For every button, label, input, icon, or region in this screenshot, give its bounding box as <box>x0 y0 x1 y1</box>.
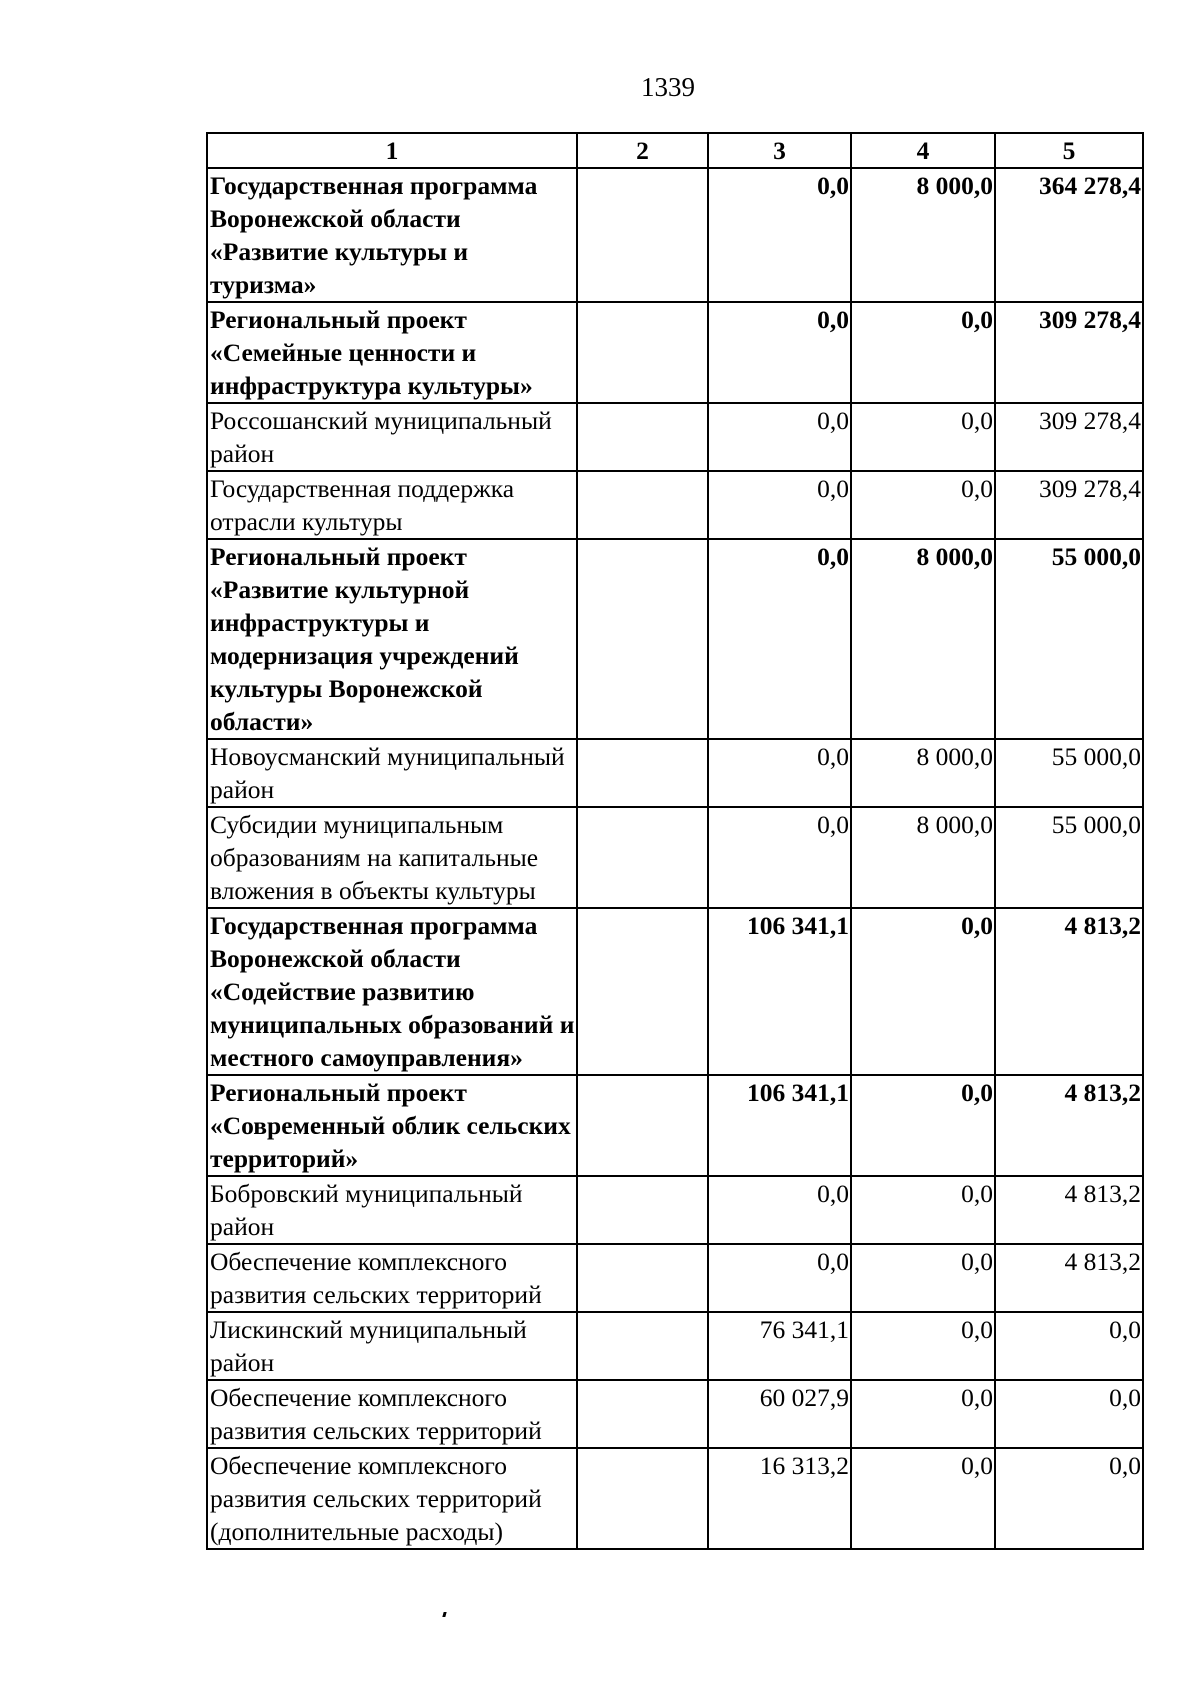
row-name-cell: Россошанский муниципальный район <box>207 403 577 471</box>
row-col3-cell: 0,0 <box>708 168 851 302</box>
row-col2-cell <box>577 403 708 471</box>
table-row <box>207 1380 1143 1448</box>
row-name-cell: Государственная программа Воронежской области «Содействие развитию муниципальных образований и местного самоуправления» <box>207 908 577 1075</box>
table-row <box>207 302 1143 403</box>
table-row <box>207 403 1143 471</box>
row-col2-cell <box>577 1312 708 1380</box>
row-col2-cell <box>577 1176 708 1244</box>
row-col5-cell: 4 813,2 <box>995 1244 1143 1312</box>
row-col4-cell: 0,0 <box>851 1176 995 1244</box>
table-row <box>207 471 1143 539</box>
table-row <box>207 168 1143 302</box>
row-col3-cell: 0,0 <box>708 471 851 539</box>
budget-table <box>206 132 1144 1550</box>
column-header-4: 4 <box>851 133 995 168</box>
row-col5-cell: 309 278,4 <box>995 302 1143 403</box>
column-header-5: 5 <box>995 133 1143 168</box>
row-col2-cell <box>577 739 708 807</box>
row-col2-cell <box>577 908 708 1075</box>
table-row <box>207 1312 1143 1380</box>
row-col3-cell: 106 341,1 <box>708 908 851 1075</box>
row-col5-cell: 55 000,0 <box>995 539 1143 739</box>
row-name-cell: Бобровский муниципальный район <box>207 1176 577 1244</box>
row-name-cell: Обеспечение комплексного развития сельских территорий <box>207 1380 577 1448</box>
row-col5-cell: 4 813,2 <box>995 908 1143 1075</box>
row-col5-cell: 0,0 <box>995 1380 1143 1448</box>
row-name-cell: Обеспечение комплексного развития сельских территорий (дополнительные расходы) <box>207 1448 577 1549</box>
row-col4-cell: 0,0 <box>851 1075 995 1176</box>
row-col2-cell <box>577 168 708 302</box>
table-row <box>207 1176 1143 1244</box>
row-col5-cell: 309 278,4 <box>995 403 1143 471</box>
stray-mark <box>442 1612 446 1617</box>
row-name-cell: Региональный проект «Развитие культурной инфраструктуры и модернизация учреждений культуры Воронежской области» <box>207 539 577 739</box>
row-col4-cell: 0,0 <box>851 302 995 403</box>
row-col5-cell: 55 000,0 <box>995 807 1143 908</box>
table-row <box>207 1448 1143 1549</box>
row-name-cell: Новоусманский муниципальный район <box>207 739 577 807</box>
row-col2-cell <box>577 471 708 539</box>
table-header-row <box>207 133 1143 168</box>
row-name-cell: Государственная поддержка отрасли культуры <box>207 471 577 539</box>
table-body <box>207 168 1143 1549</box>
row-col3-cell: 0,0 <box>708 1176 851 1244</box>
row-col3-cell: 0,0 <box>708 403 851 471</box>
table-row <box>207 1244 1143 1312</box>
page-number: 1339 <box>641 72 695 102</box>
row-name-cell: Государственная программа Воронежской области «Развитие культуры и туризма» <box>207 168 577 302</box>
column-header-3: 3 <box>708 133 851 168</box>
table-row <box>207 1075 1143 1176</box>
row-col3-cell: 106 341,1 <box>708 1075 851 1176</box>
row-name-cell: Региональный проект «Современный облик сельских территорий» <box>207 1075 577 1176</box>
row-col4-cell: 0,0 <box>851 1244 995 1312</box>
row-col3-cell: 0,0 <box>708 539 851 739</box>
row-col3-cell: 16 313,2 <box>708 1448 851 1549</box>
row-col2-cell <box>577 807 708 908</box>
row-col2-cell <box>577 1448 708 1549</box>
table-row <box>207 807 1143 908</box>
row-col4-cell: 0,0 <box>851 908 995 1075</box>
row-col5-cell: 4 813,2 <box>995 1176 1143 1244</box>
row-name-cell: Субсидии муниципальным образованиям на капитальные вложения в объекты культуры <box>207 807 577 908</box>
row-name-cell: Региональный проект «Семейные ценности и инфраструктура культуры» <box>207 302 577 403</box>
row-col5-cell: 0,0 <box>995 1312 1143 1380</box>
row-col2-cell <box>577 302 708 403</box>
row-col5-cell: 309 278,4 <box>995 471 1143 539</box>
row-col4-cell: 8 000,0 <box>851 168 995 302</box>
row-col3-cell: 0,0 <box>708 302 851 403</box>
row-col2-cell <box>577 1244 708 1312</box>
row-col3-cell: 76 341,1 <box>708 1312 851 1380</box>
row-col2-cell <box>577 539 708 739</box>
row-col4-cell: 0,0 <box>851 471 995 539</box>
column-header-1: 1 <box>207 133 577 168</box>
row-col4-cell: 0,0 <box>851 1380 995 1448</box>
row-col3-cell: 60 027,9 <box>708 1380 851 1448</box>
row-col4-cell: 0,0 <box>851 1448 995 1549</box>
row-col5-cell: 4 813,2 <box>995 1075 1143 1176</box>
row-col4-cell: 8 000,0 <box>851 807 995 908</box>
row-col4-cell: 0,0 <box>851 1312 995 1380</box>
row-col3-cell: 0,0 <box>708 739 851 807</box>
row-col3-cell: 0,0 <box>708 807 851 908</box>
row-col4-cell: 8 000,0 <box>851 739 995 807</box>
table-row <box>207 908 1143 1075</box>
row-col3-cell: 0,0 <box>708 1244 851 1312</box>
row-col4-cell: 0,0 <box>851 403 995 471</box>
row-col2-cell <box>577 1380 708 1448</box>
row-col4-cell: 8 000,0 <box>851 539 995 739</box>
row-col5-cell: 0,0 <box>995 1448 1143 1549</box>
row-name-cell: Лискинский муниципальный район <box>207 1312 577 1380</box>
row-col5-cell: 364 278,4 <box>995 168 1143 302</box>
table-row <box>207 739 1143 807</box>
row-col2-cell <box>577 1075 708 1176</box>
column-header-2: 2 <box>577 133 708 168</box>
row-name-cell: Обеспечение комплексного развития сельских территорий <box>207 1244 577 1312</box>
table-row <box>207 539 1143 739</box>
row-col5-cell: 55 000,0 <box>995 739 1143 807</box>
